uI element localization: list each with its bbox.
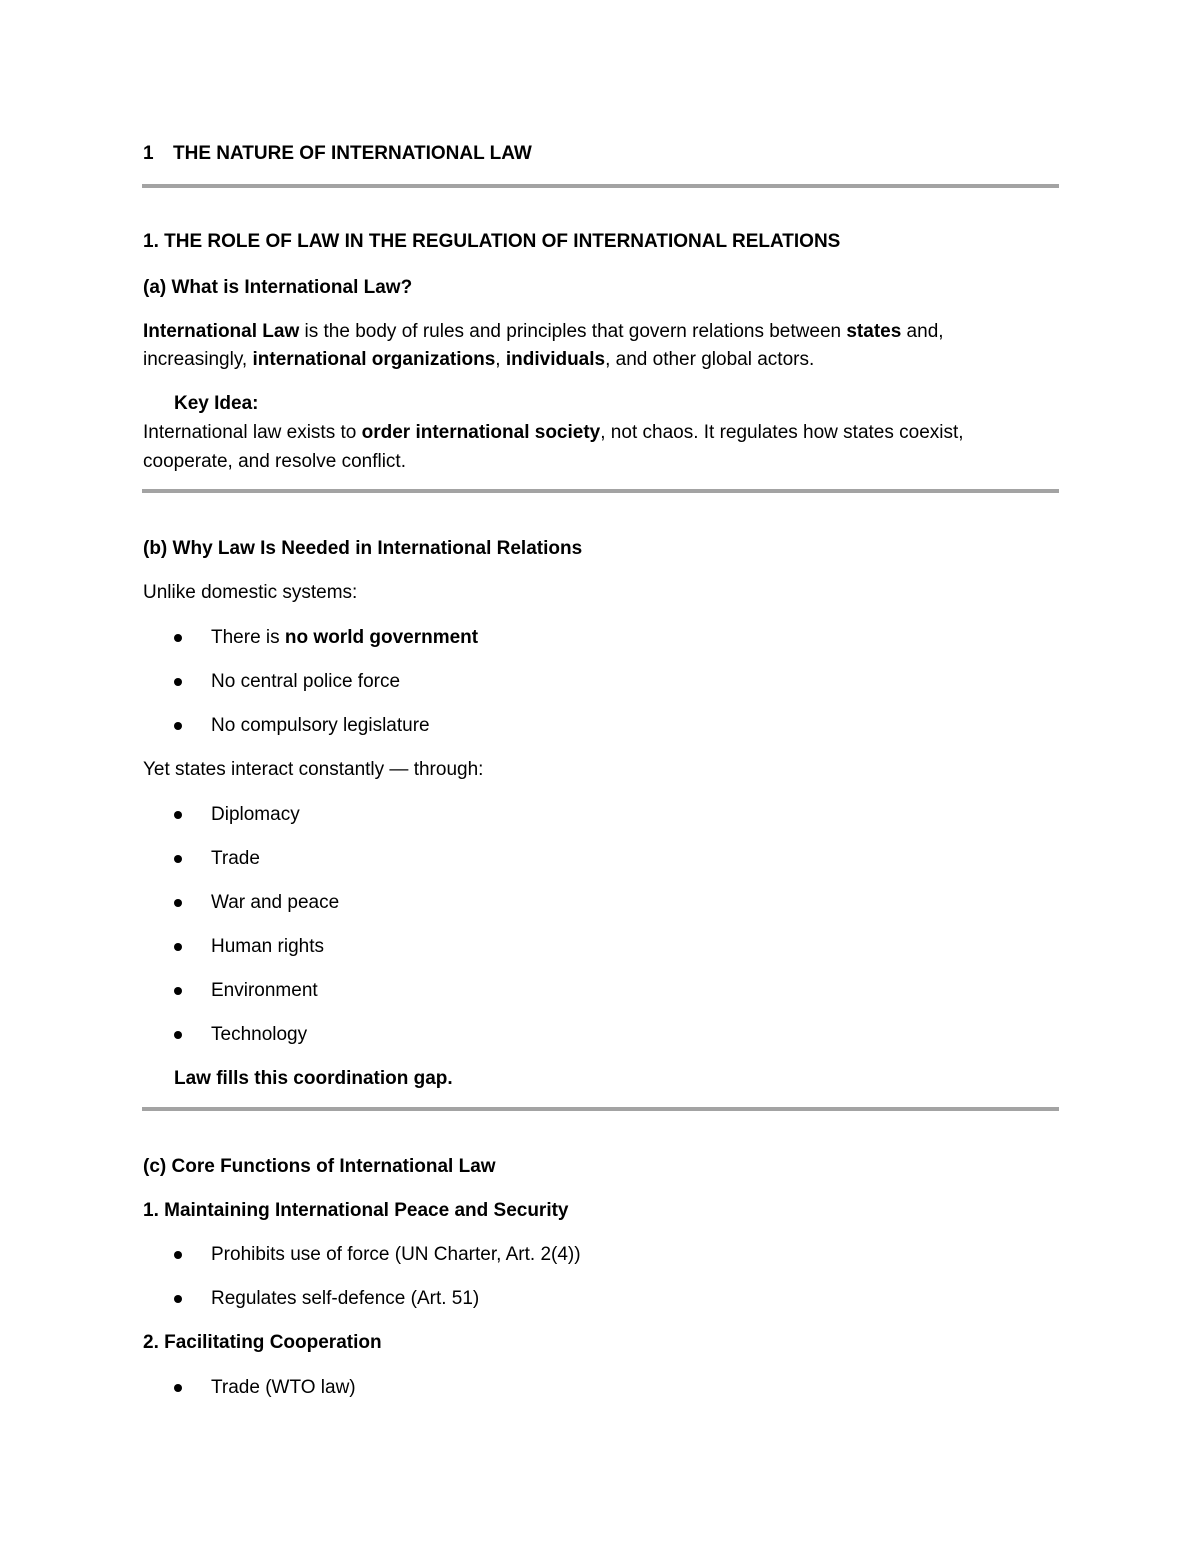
list-item: Human rights: [211, 936, 324, 957]
function-heading-1: 1. Maintaining International Peace and Security: [143, 1200, 569, 1221]
key-idea-line-1: International law exists to order international society, not chaos. It regulates how states coexist,: [143, 422, 964, 443]
bullet-icon: [174, 855, 182, 863]
chapter-heading: [143, 142, 532, 166]
list-item: Trade (WTO law): [211, 1377, 356, 1398]
key-idea-label: Key Idea:: [174, 393, 259, 414]
subsection-heading-b: (b) Why Law Is Needed in International Relations: [143, 538, 583, 559]
key-idea-line-2: cooperate, and resolve conflict.: [143, 451, 406, 472]
list-item: Prohibits use of force (UN Charter, Art. 2(4)): [211, 1244, 581, 1265]
function-heading-2: 2. Facilitating Cooperation: [143, 1332, 382, 1353]
list-item: War and peace: [211, 892, 340, 913]
subsection-heading-a: (a) What is International Law?: [143, 277, 413, 298]
bullet-icon: [174, 899, 182, 907]
bullet-icon: [174, 1251, 182, 1259]
paragraph-intro: Unlike domestic systems:: [143, 582, 358, 603]
bullet-icon: [174, 634, 182, 642]
list-item: Environment: [211, 980, 318, 1001]
definition-line-2: increasingly, international organizations, individuals, and other global actors.: [143, 349, 815, 370]
subsection-heading-c: (c) Core Functions of International Law: [143, 1156, 496, 1177]
horizontal-rule: [142, 489, 1059, 493]
bullet-icon: [174, 678, 182, 686]
list-item: Technology: [211, 1024, 308, 1045]
bullet-icon: [174, 943, 182, 951]
bullet-icon: [174, 987, 182, 995]
list-item: No central police force: [211, 671, 401, 692]
definition-line-1: International Law is the body of rules and principles that govern relations between states and,: [143, 321, 944, 342]
paragraph-transition: Yet states interact constantly — through:: [143, 759, 484, 780]
list-item: No compulsory legislature: [211, 715, 430, 736]
horizontal-rule: [142, 184, 1059, 188]
list-item: Trade: [211, 848, 260, 869]
list-item: Diplomacy: [211, 804, 300, 825]
chapter-title: THE NATURE OF INTERNATIONAL LAW: [173, 143, 532, 164]
section-heading: 1. THE ROLE OF LAW IN THE REGULATION OF INTERNATIONAL RELATIONS: [143, 231, 841, 252]
bullet-icon: [174, 1384, 182, 1392]
horizontal-rule: [142, 1107, 1059, 1111]
chapter-number: 1: [143, 143, 154, 164]
list-item: Regulates self-defence (Art. 51): [211, 1288, 480, 1309]
bullet-icon: [174, 1031, 182, 1039]
bullet-icon: [174, 811, 182, 819]
bullet-icon: [174, 722, 182, 730]
bullet-icon: [174, 1295, 182, 1303]
conclusion: Law fills this coordination gap.: [174, 1068, 453, 1089]
list-item: There is no world government: [211, 627, 479, 648]
